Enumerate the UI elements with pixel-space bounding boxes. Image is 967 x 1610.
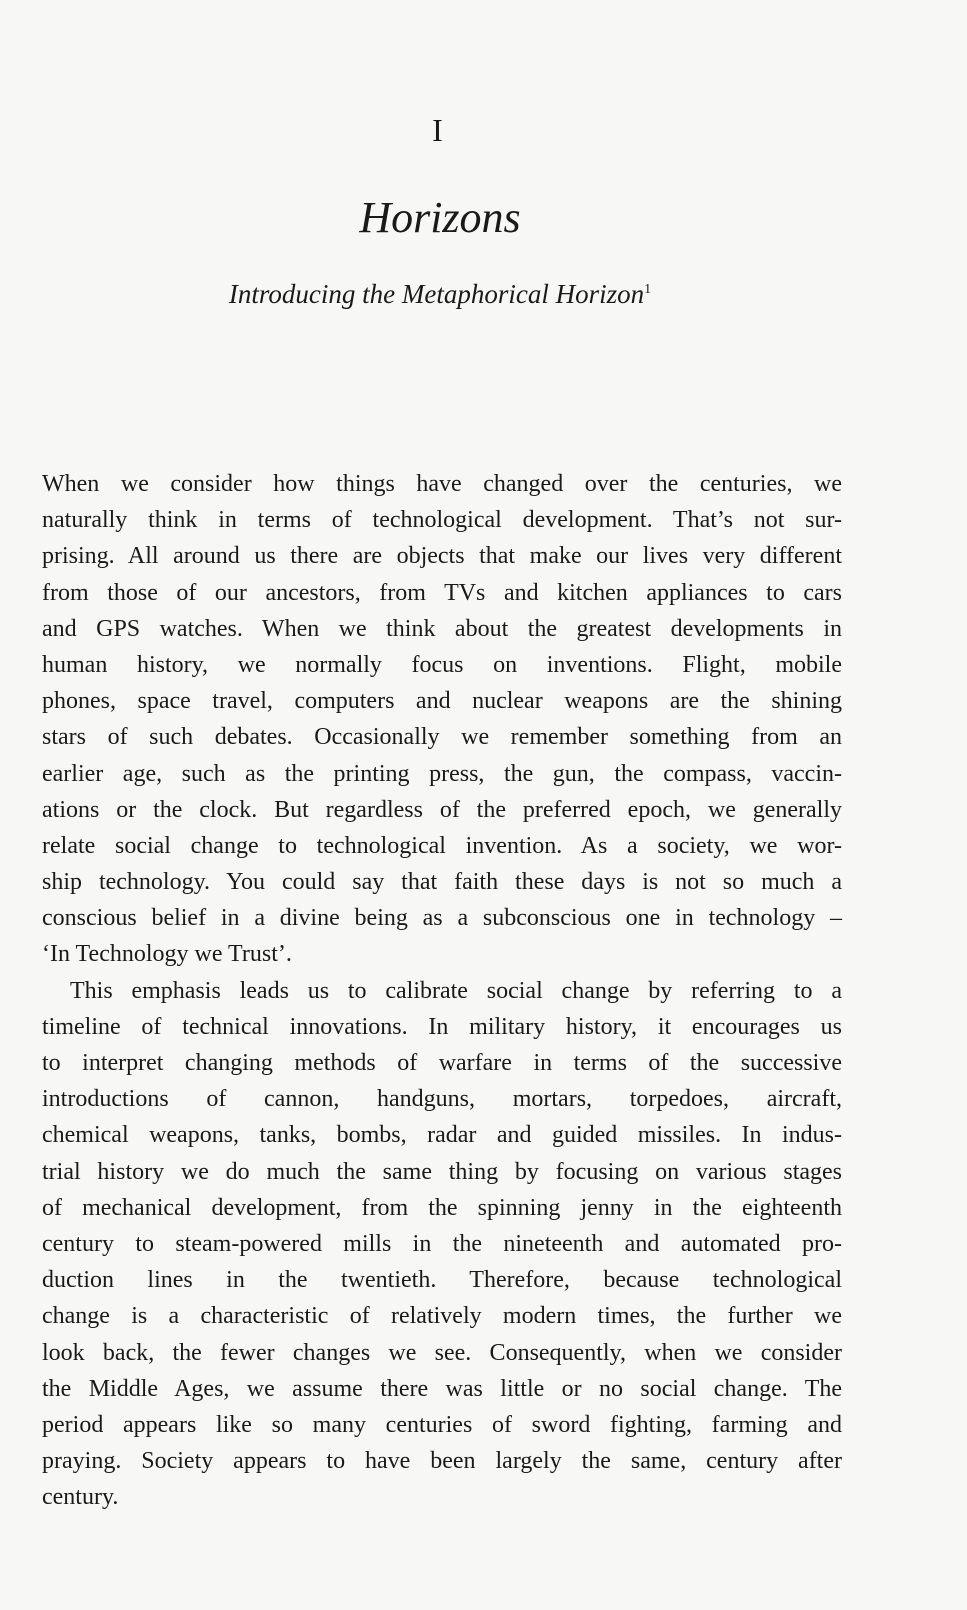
text-line: change is a characteristic of relatively modern times, the further we bbox=[42, 1303, 842, 1330]
text-line: from those of our ancestors, from TVs and kitchen appliances to cars bbox=[42, 579, 842, 606]
chapter-number: I bbox=[432, 112, 443, 148]
text-line: to interpret changing methods of warfare in terms of the successive bbox=[42, 1050, 842, 1076]
section-subtitle bbox=[0, 279, 880, 310]
text-line: stars of such debates. Occasionally we remember something from an bbox=[42, 724, 842, 751]
text-line: conscious belief in a divine being as a subconscious one in technology – bbox=[42, 905, 842, 932]
text-line: prising. All around us there are objects that make our lives very different bbox=[42, 543, 842, 570]
text-line: praying. Society appears to have been largely the same, century after bbox=[42, 1448, 842, 1475]
text-line: of mechanical development, from the spinning jenny in the eighteenth bbox=[42, 1194, 842, 1221]
text-line: human history, we normally focus on inventions. Flight, mobile bbox=[42, 651, 842, 678]
section-subtitle-text: Introducing the Metaphorical Horizon bbox=[228, 279, 645, 309]
text-line: ations or the clock. But regardless of the preferred epoch, we generally bbox=[42, 796, 842, 823]
text-line: the Middle Ages, we assume there was little or no social change. The bbox=[42, 1375, 842, 1402]
text-line: ‘In Technology we Trust’. bbox=[42, 941, 292, 968]
text-line: When we consider how things have changed over the centuries, we bbox=[42, 471, 842, 497]
text-line: naturally think in terms of technological development. That’s not sur- bbox=[42, 507, 842, 534]
text-line: duction lines in the twentieth. Therefore, because technological bbox=[42, 1267, 842, 1294]
text-line: relate social change to technological invention. As a society, we wor- bbox=[42, 832, 842, 859]
chapter-title: Horizons bbox=[359, 193, 521, 242]
text-line: earlier age, such as the printing press, the gun, the compass, vaccin- bbox=[42, 760, 842, 787]
text-line: and GPS watches. When we think about the greatest developments in bbox=[42, 615, 842, 642]
text-line: century. bbox=[42, 1484, 119, 1511]
text-line: look back, the fewer changes we see. Consequently, when we consider bbox=[42, 1339, 842, 1366]
text-line: phones, space travel, computers and nuclear weapons are the shining bbox=[42, 688, 842, 715]
text-line: This emphasis leads us to calibrate social change by referring to a bbox=[70, 977, 842, 1004]
text-line: chemical weapons, tanks, bombs, radar and guided missiles. In indus- bbox=[42, 1122, 842, 1149]
text-line: period appears like so many centuries of sword fighting, farming and bbox=[42, 1411, 842, 1438]
text-line: timeline of technical innovations. In military history, it encourages us bbox=[42, 1013, 842, 1040]
text-line: century to steam-powered mills in the nineteenth and automated pro- bbox=[42, 1230, 842, 1257]
text-line: introductions of cannon, handguns, mortars, torpedoes, aircraft, bbox=[42, 1086, 842, 1113]
text-line: ship technology. You could say that faith these days is not so much a bbox=[42, 869, 842, 896]
body-text bbox=[42, 466, 842, 1515]
footnote-marker[interactable]: 1 bbox=[644, 282, 652, 297]
text-line: trial history we do much the same thing by focusing on various stages bbox=[42, 1158, 842, 1185]
